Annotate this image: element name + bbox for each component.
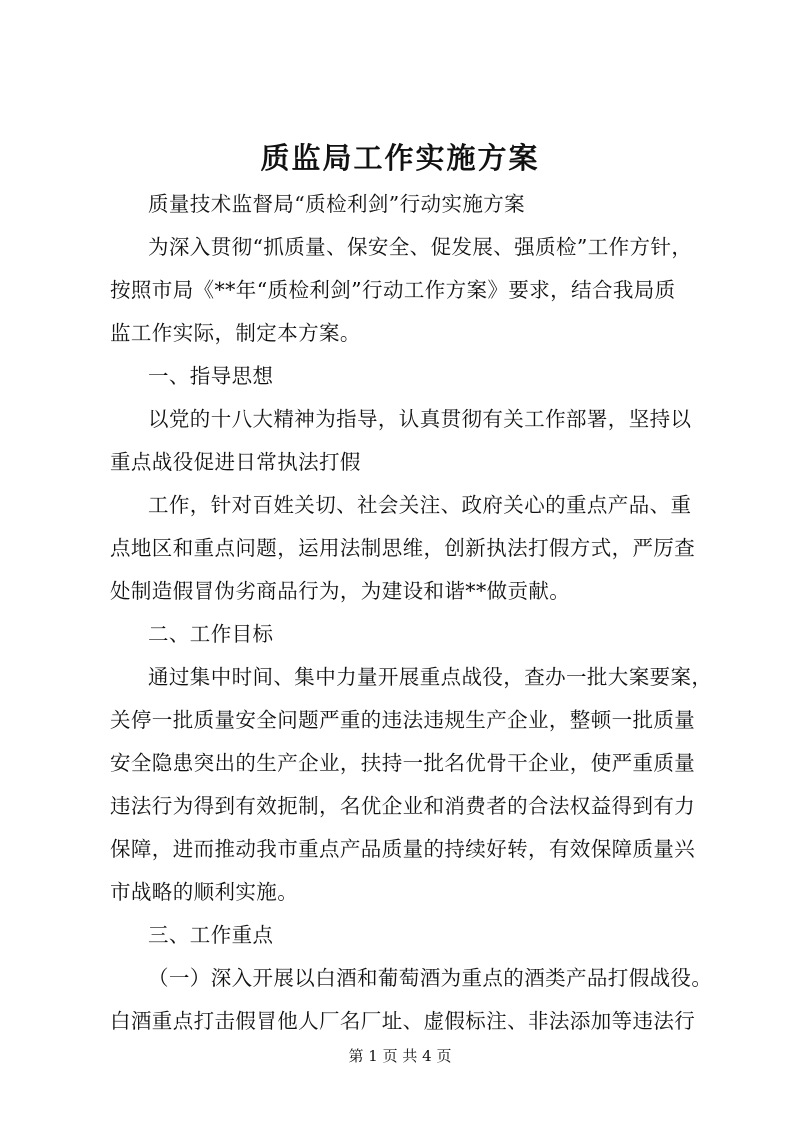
- paragraph-line: 通过集中时间、集中力量开展重点战役，查办一批大案要案，: [148, 665, 713, 689]
- paragraph-line: 工作，针对百姓关切、社会关注、政府关心的重点产品、重: [148, 493, 692, 517]
- section-heading: 三、工作重点: [148, 923, 274, 947]
- paragraph-line: 违法行为得到有效扼制，名优企业和消费者的合法权益得到有力: [110, 794, 696, 818]
- paragraph-line: 保障，进而推动我市重点产品质量的持续好转，有效保障质量兴: [110, 837, 696, 861]
- document-title: 质监局工作实施方案: [260, 141, 540, 175]
- paragraph-line: （一）深入开展以白酒和葡萄酒为重点的酒类产品打假战役。: [148, 966, 713, 990]
- paragraph-line: 处制造假冒伪劣商品行为，为建设和谐**做贡献。: [110, 579, 571, 603]
- paragraph-line: 重点战役促进日常执法打假: [110, 450, 361, 474]
- page-footer: 第 1 页 共 4 页: [348, 1047, 452, 1065]
- paragraph-line: 以党的十八大精神为指导，认真贯彻有关工作部署，坚持以: [148, 407, 692, 431]
- paragraph-line: 关停一批质量安全问题严重的违法违规生产企业，整顿一批质量: [110, 708, 696, 732]
- paragraph-line: 安全隐患突出的生产企业，扶持一批名优骨干企业，使严重质量: [110, 751, 696, 775]
- section-heading: 一、指导思想: [148, 364, 274, 388]
- subtitle-line: 质量技术监督局“质检利剑”行动实施方案: [148, 192, 526, 216]
- section-heading: 二、工作目标: [148, 622, 274, 646]
- paragraph-line: 按照市局《**年“质检利剑”行动工作方案》要求，结合我局质: [110, 278, 676, 302]
- paragraph-line: 白酒重点打击假冒他人厂名厂址、虚假标注、非法添加等违法行: [110, 1009, 696, 1033]
- paragraph-line: 市战略的顺利实施。: [110, 880, 299, 904]
- paragraph-line: 为深入贯彻“抓质量、保安全、促发展、强质检”工作方针，: [148, 235, 693, 259]
- paragraph-line: 监工作实际，制定本方案。: [110, 321, 361, 345]
- paragraph-line: 点地区和重点问题，运用法制思维，创新执法打假方式，严厉查: [110, 536, 696, 560]
